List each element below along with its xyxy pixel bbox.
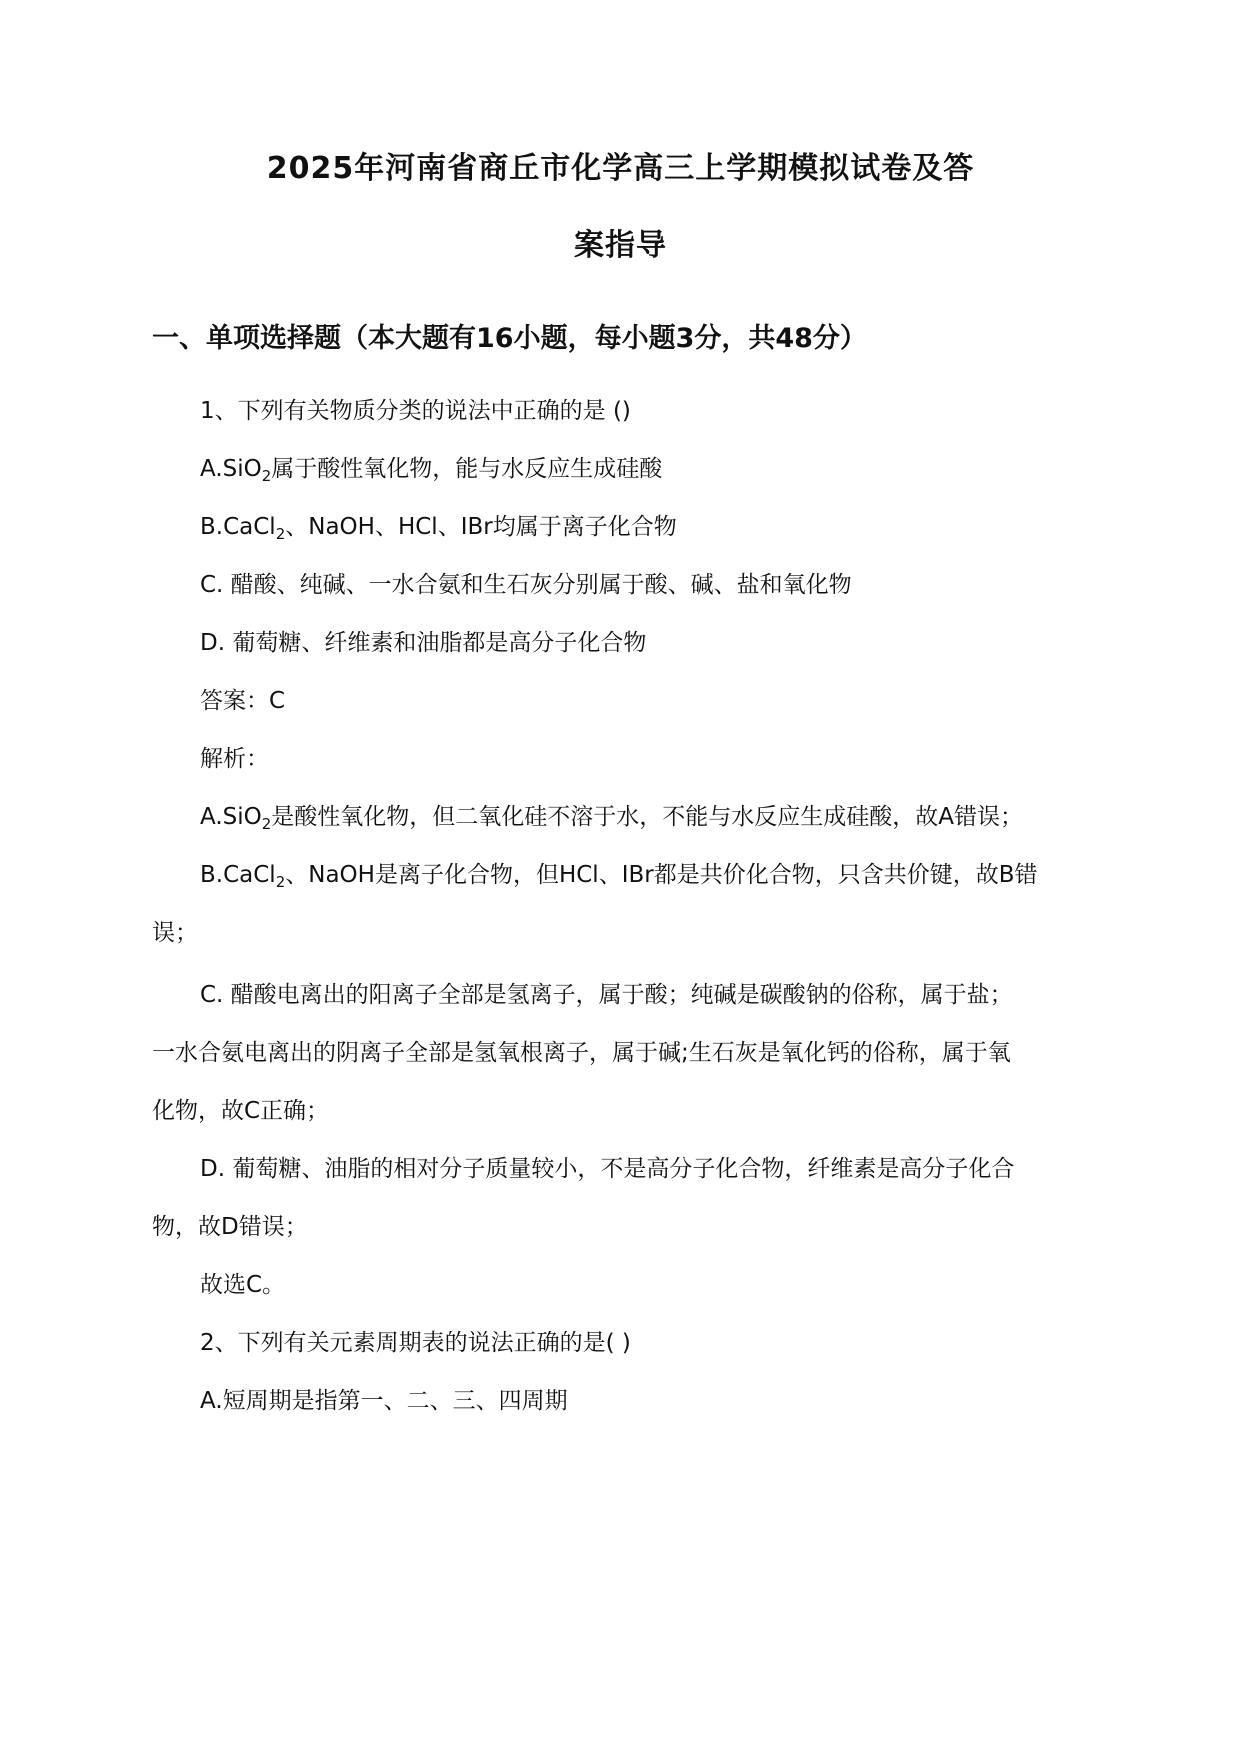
document-title-line-1: 2025年河南省商丘市化学高三上学期模拟试卷及答 (266, 151, 975, 186)
analysis-a: A.SiO$_2$是酸性氧化物，但二氧化硅不溶于水，不能与水反应生成硅酸，故A错误； (200, 804, 1024, 833)
section-heading: 一、单项选择题（本大题有16小题，每小题3分，共48分） (152, 323, 867, 354)
question-1-option-a: A.SiO$_2$属于酸性氧化物，能与水反应生成硅酸 (200, 456, 663, 485)
analysis-d-line-2: 物，故D错误； (152, 1214, 308, 1240)
question-1-option-b: B.CaCl$_2$、NaOH、HCl、IBr均属于离子化合物 (200, 514, 677, 543)
analysis-b: B.CaCl$_2$、NaOH是离子化合物，但HCl、IBr都是共价化合物，只含共价键，故B错 (200, 862, 1038, 891)
question-1-option-c: C. 醋酸、纯碱、一水合氨和生石灰分别属于酸、碱、盐和氧化物 (200, 572, 852, 598)
analysis-c-line-1: C. 醋酸电离出的阳离子全部是氢离子，属于酸；纯碱是碳酸钠的俗称，属于盐； (200, 982, 1013, 1008)
question-1-conclusion: 故选C。 (200, 1272, 286, 1298)
question-1-answer: 答案：C (200, 688, 286, 714)
analysis-b-continued: 误； (152, 920, 198, 946)
question-2-option-a: A.短周期是指第一、二、三、四周期 (200, 1388, 568, 1414)
document-title-line-2: 案指导 (574, 228, 667, 263)
question-1-stem: 1、下列有关物质分类的说法中正确的是 () (200, 398, 631, 424)
question-2-stem: 2、下列有关元素周期表的说法正确的是( ) (200, 1330, 631, 1356)
question-1-option-d: D. 葡萄糖、纤维素和油脂都是高分子化合物 (200, 630, 647, 656)
analysis-d-line-1: D. 葡萄糖、油脂的相对分子质量较小，不是高分子化合物，纤维素是高分子化合 (200, 1156, 1015, 1182)
analysis-c-line-2: 一水合氨电离出的阴离子全部是氢氧根离子，属于碱;生石灰是氧化钙的俗称，属于氧 (152, 1040, 1011, 1066)
analysis-c-line-3: 化物，故C正确； (152, 1098, 330, 1124)
question-1-analysis-label: 解析： (200, 746, 269, 772)
